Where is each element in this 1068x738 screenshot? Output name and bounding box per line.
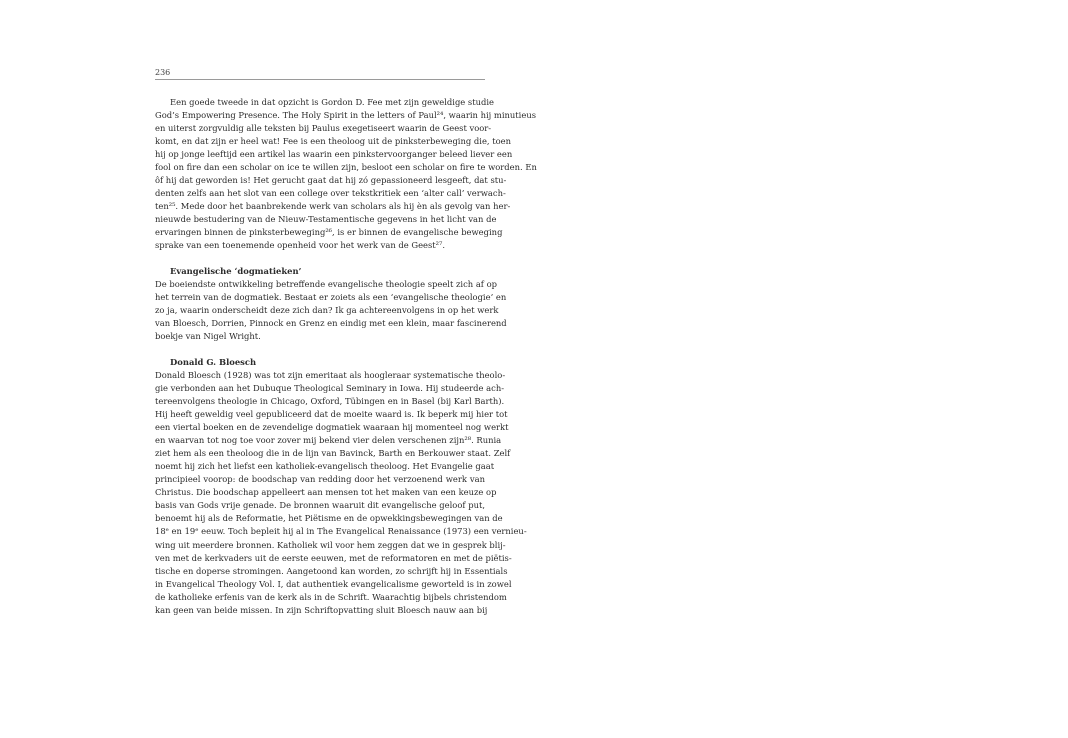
text-line: hij op jonge leeftijd een artikel las waarin een pinkstervoorganger beleed liever een	[155, 149, 513, 160]
text-line: benoemt hij als de Reformatie, het Piëtisme en de opwekkingsbewegingen van de	[155, 513, 503, 524]
text-line: kan geen van beide missen. In zijn Schriftopvatting sluit Bloesch nauw aan bij	[155, 604, 488, 615]
text-line: nieuwde bestudering van de Nieuw-Testamentische gegevens in het licht van de	[155, 214, 497, 225]
text-line: De boeiendste ontwikkeling betreffende evangelische theologie speelt zich af op	[155, 279, 497, 290]
text-line: wing uit meerdere bronnen. Katholiek wil voor hem zeggen dat we in gesprek blij-	[155, 539, 506, 550]
paragraph-gap	[155, 252, 485, 265]
text-line: God’s Empowering Presence. The Holy Spirit in the letters of Paul²⁴, waarin hij minutieus	[155, 110, 537, 121]
text-line: ven met de kerkvaders uit de eerste eeuwen, met de reformatoren en met de piëtis-	[155, 552, 512, 563]
header-rule	[155, 79, 485, 80]
text-line: noemt hij zich het liefst een katholiek-evangelisch theoloog. Het Evangelie gaat	[155, 461, 495, 472]
text-line: ôf hij dat geworden is! Het gerucht gaat dat hij zó gepassioneerd lesgeeft, dat stu-	[155, 175, 507, 186]
text-line: zo ja, waarin onderscheidt deze zich dan? Ik ga achtereenvolgens in op het werk	[155, 305, 499, 316]
paragraph-bloesch	[155, 369, 527, 616]
text-line: principieel voorop: de boodschap van redding door het verzoenend werk van	[155, 474, 485, 485]
section-heading: Donald G. Bloesch	[170, 357, 257, 368]
text-line: ten²⁵. Mede door het baanbrekende werk van scholars als hij èn als gevolg van her-	[155, 201, 511, 212]
text-line: en waarvan tot nog toe voor zover mij bekend vier delen verschenen zijn²⁸. Runia	[155, 435, 502, 446]
text-line: Christus. Die boodschap appelleert aan mensen tot het maken van een keuze op	[155, 487, 497, 498]
text-line: gie verbonden aan het Dubuque Theological Seminary in Iowa. Hij studeerde ach-	[155, 383, 505, 394]
text-line: tereenvolgens theologie in Chicago, Oxford, Tübingen en in Basel (bij Karl Barth).	[155, 396, 505, 407]
text-line: Donald Bloesch (1928) was tot zijn emeritaat als hoogleraar systematische theolo-	[155, 370, 506, 381]
text-line: en uiterst zorgvuldig alle teksten bij Paulus exegetiseert waarin de Geest voor-	[155, 123, 492, 134]
page-number: 236	[155, 68, 171, 77]
text-line: tische en doperse stromingen. Aangetoond kan worden, zo schrijft hij in Essentials	[155, 565, 508, 576]
text-line: ziet hem als een theoloog die in de lijn van Bavinck, Barth en Berkouwer staat. Zelf	[155, 448, 511, 459]
paragraph-dogmatieken	[155, 278, 507, 343]
text-line: een viertal boeken en de zevendelige dogmatiek waaraan hij momenteel nog werkt	[155, 422, 509, 433]
text-line: denten zelfs aan het slot van een college over tekstkritiek een ‘alter call’ verwach-	[155, 188, 506, 199]
text-line: basis van Gods vrije genade. De bronnen waaruit dit evangelische geloof put,	[155, 500, 485, 511]
text-line: het terrein van de dogmatiek. Bestaat er zoiets als een ‘evangelische theologie’ en	[155, 292, 507, 303]
text-line: van Bloesch, Dorrien, Pinnock en Grenz en eindig met een klein, maar fascinerend	[155, 318, 507, 329]
text-line: Een goede tweede in dat opzicht is Gordon D. Fee met zijn geweldige studie	[170, 97, 494, 107]
text-line: boekje van Nigel Wright.	[155, 331, 261, 342]
text-column	[155, 96, 537, 617]
text-line: de katholieke erfenis van de kerk als in de Schrift. Waarachtig bijbels christendom	[155, 591, 507, 602]
section-heading: Evangelische ‘dogmatieken’	[170, 266, 302, 277]
text-line: ervaringen binnen de pinksterbeweging²⁶, is er binnen de evangelische beweging	[155, 227, 503, 238]
text-line: komt, en dat zijn er heel wat! Fee is een theoloog uit de pinksterbeweging die, toen	[155, 136, 511, 147]
paragraph-gap	[155, 343, 485, 356]
text-line: Hij heeft geweldig veel gepubliceerd dat de moeite waard is. Ik beperk mij hier tot	[155, 409, 508, 420]
text-line: fool on fire dan een scholar on ice te willen zijn, besloot een scholar on fire te worden. En	[155, 162, 537, 173]
text-line: sprake van een toenemende openheid voor het werk van de Geest²⁷.	[155, 240, 446, 251]
text-line: 18ᵉ en 19ᵉ eeuw. Toch bepleit hij al in The Evangelical Renaissance (1973) een vernieu-	[155, 526, 527, 537]
paragraph-fee	[155, 96, 537, 252]
text-line: in Evangelical Theology Vol. I, dat authentiek evangelicalisme geworteld is in zowel	[155, 578, 512, 589]
